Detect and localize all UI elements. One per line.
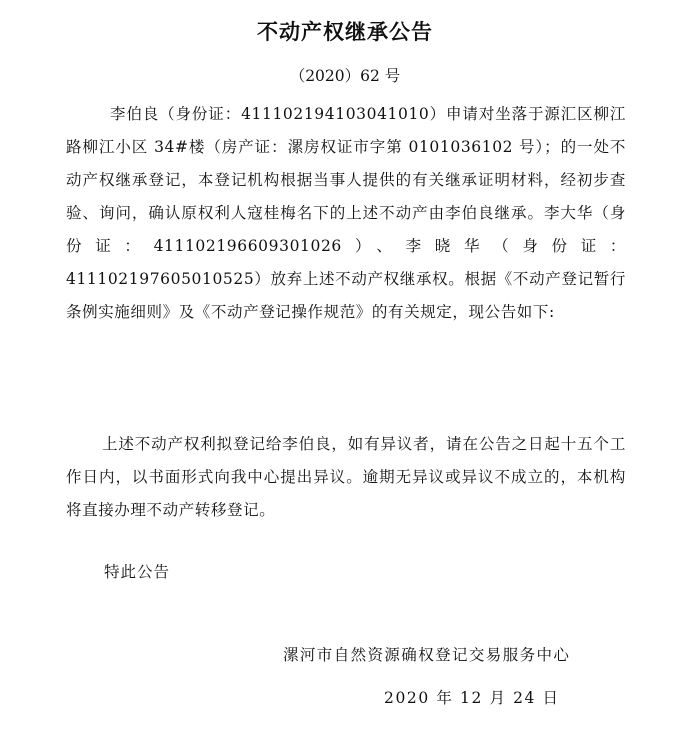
body-paragraph-1: 李伯良（身份证：411102194103041010）申请对坐落于源汇区柳江路柳江小区 34#楼（房产证：漯房权证市字第 0101036102 号）；的一处不动产权继承登记，本登记机构根据当事人提供的有关继承证明材料，经初步查验、询问，确认原权利人寇桂梅名下的上述不动产由李伯良继承。李大华（身份证：411102196609301026）、李晓华（身份证：411102197605010525）放弃上述不动产权继承权。根据《不动产登记暂行条例实施细则》及《不动产登记操作规范》的有关规定，现公告如下:: [66, 105, 626, 321]
body-paragraph-2: 上述不动产权利拟登记给李伯良，如有异议者，请在公告之日起十五个工作日内，以书面形式向我中心提出异议。逾期无异议或异议不成立的，本机构将直接办理不动产转移登记。: [66, 435, 626, 519]
issue-date: 2020 年 12 月 24 日: [384, 689, 560, 707]
closing-text: 特此公告: [104, 563, 171, 581]
document-number: （2020）62 号: [289, 67, 401, 85]
notice-title: 不动产权继承公告: [257, 20, 433, 44]
issuing-organization: 漯河市自然资源确权登记交易服务中心: [283, 646, 571, 664]
